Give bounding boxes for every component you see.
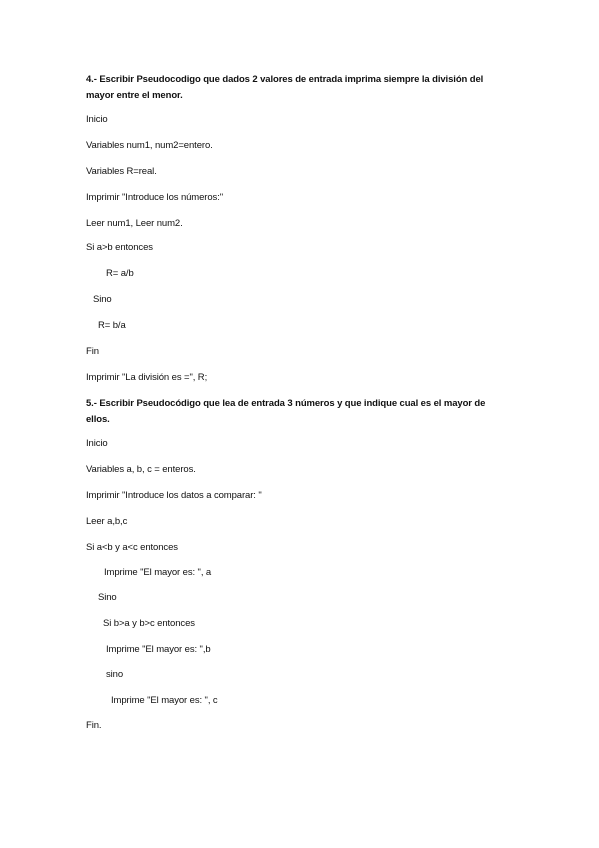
code-line: Imprimir "La división es =", R; <box>86 372 208 383</box>
code-line: R= a/b <box>106 268 134 279</box>
section-4-heading: 4.- Escribir Pseudocodigo que dados 2 valores de entrada imprima siempre la división del mayor entre el menor. <box>86 74 484 101</box>
code-line: Variables num1, num2=entero. <box>86 140 213 151</box>
code-line: Sino <box>98 592 117 603</box>
code-line: Inicio <box>86 438 108 449</box>
code-line: Si a<b y a<c entonces <box>86 542 178 553</box>
code-line: Variables R=real. <box>86 166 157 177</box>
code-line: Variables a, b, c = enteros. <box>86 464 196 475</box>
section-5-heading: 5.- Escribir Pseudocódigo que lea de entrada 3 números y que indique cual es el mayor de ellos. <box>86 398 486 425</box>
code-line: Imprimir "Introduce los datos a comparar: " <box>86 490 262 501</box>
code-line: Si b>a y b>c entonces <box>103 618 195 629</box>
code-line: Imprime "El mayor es: ", a <box>104 567 212 578</box>
code-line: Sino <box>93 294 112 305</box>
code-line: Inicio <box>86 114 108 125</box>
code-line: R= b/a <box>98 320 126 331</box>
code-line: Leer num1, Leer num2. <box>86 218 183 229</box>
code-line: Imprimir "Introduce los números:" <box>86 192 224 203</box>
code-line: sino <box>106 669 124 680</box>
code-line: Si a>b entonces <box>86 242 153 253</box>
code-line: Leer a,b,c <box>86 516 128 527</box>
code-line: Fin <box>86 346 99 357</box>
code-line: Imprime "El mayor es: ", c <box>111 695 218 706</box>
code-line: Imprime "El mayor es: ",b <box>106 644 211 655</box>
code-line: Fin. <box>86 720 102 731</box>
